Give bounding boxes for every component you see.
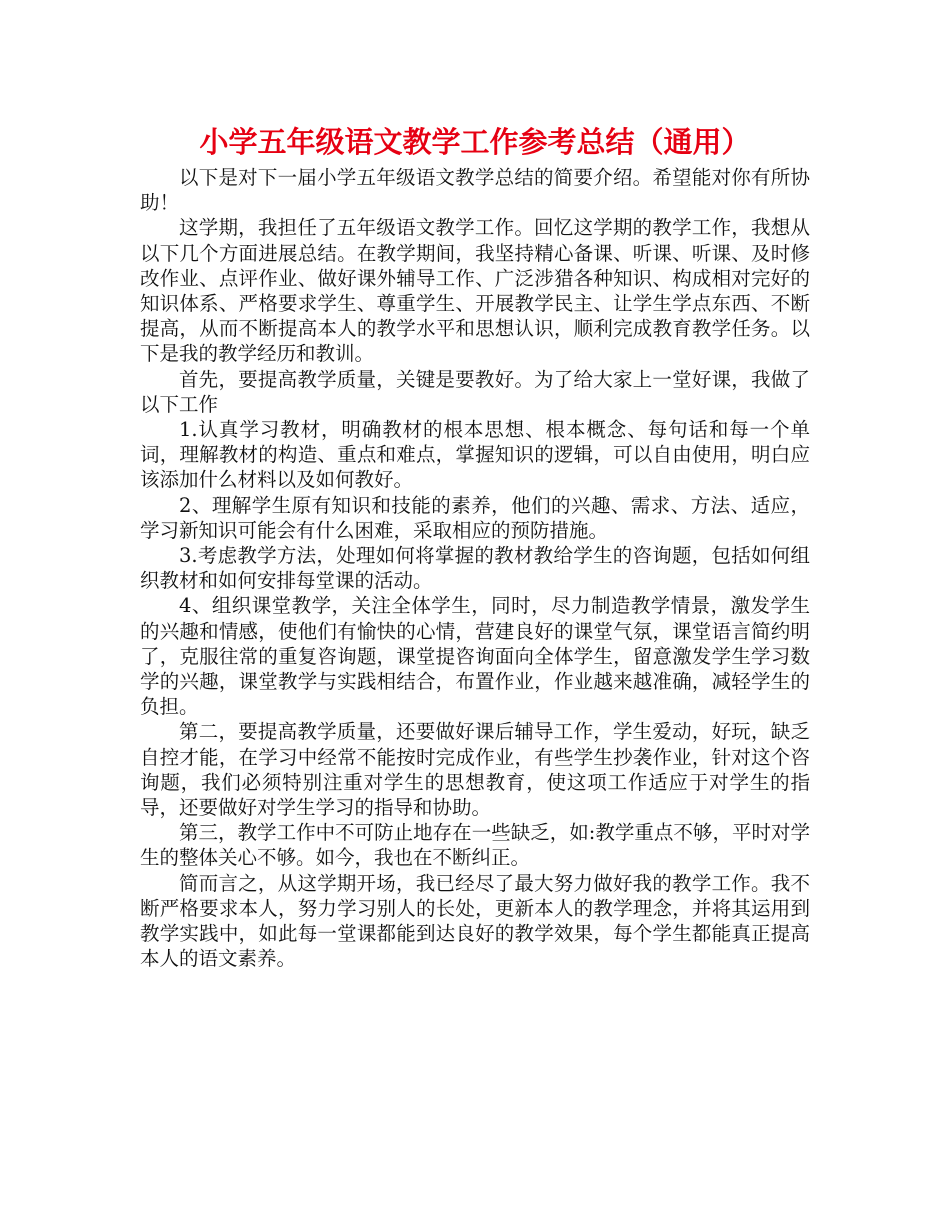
paragraph-item-1: 1.认真学习教材，明确教材的根本思想、根本概念、每句话和每一个单词，理解教材的构造、重点和难点，掌握知识的逻辑，可以自由使用，明白应该添加什么材料以及如何教好。 <box>140 418 810 492</box>
paragraph-second-point: 第二，要提高教学质量，还要做好课后辅导工作，学生爱动，好玩，缺乏自控才能，在学习中经常不能按时完成作业，有些学生抄袭作业，针对这个咨询题，我们必须特别注重对学生的思想教育，使这项工作适应于对学生的指导，还要做好对学生学习的指导和协助。 <box>140 720 810 820</box>
document-title: 小学五年级语文教学工作参考总结（通用） <box>199 125 751 159</box>
paragraph-first-point: 首先，要提高教学质量，关键是要教好。为了给大家上一堂好课，我做了以下工作 <box>140 367 810 416</box>
paragraph-third-point: 第三，教学工作中不可防止地存在一些缺乏，如:教学重点不够，平时对学生的整体关心不够。如今，我也在不断纠正。 <box>140 821 810 870</box>
document-body <box>140 165 810 972</box>
paragraph-conclusion: 简而言之，从这学期开场，我已经尽了最大努力做好我的教学工作。我不断严格要求本人，努力学习别人的长处，更新本人的教学理念，并将其运用到教学实践中，如此每一堂课都能到达良好的教学效果，每个学生都能真正提高本人的语文素养。 <box>140 871 810 971</box>
paragraph-intro: 以下是对下一届小学五年级语文教学总结的简要介绍。希望能对你有所协助！ <box>140 166 810 215</box>
paragraph-item-2: 2、理解学生原有知识和技能的素养，他们的兴趣、需求、方法、适应，学习新知识可能会有什么困难，采取相应的预防措施。 <box>140 493 810 542</box>
paragraph-item-4: 4、组织课堂教学，关注全体学生，同时，尽力制造教学情景，激发学生的兴趣和情感，使他们有愉快的心情，营建良好的课堂气氛，课堂语言简约明了，克服往常的重复咨询题，课堂提咨询面向全体学生，留意激发学生学习数学的兴趣，课堂教学与实践相结合，布置作业，作业越来越准确，减轻学生的负担。 <box>140 594 810 719</box>
paragraph-overview: 这学期，我担任了五年级语文教学工作。回忆这学期的教学工作，我想从以下几个方面进展总结。在教学期间，我坚持精心备课、听课、听课、及时修改作业、点评作业、做好课外辅导工作、广泛涉猎各种知识、构成相对完好的知识体系、严格要求学生、尊重学生、开展教学民主、让学生学点东西、不断提高，从而不断提高本人的教学水平和思想认识，顺利完成教育教学任务。以下是我的教学经历和教训。 <box>140 216 810 366</box>
paragraph-item-3: 3.考虑教学方法，处理如何将掌握的教材教给学生的咨询题，包括如何组织教材和如何安排每堂课的活动。 <box>140 544 810 593</box>
